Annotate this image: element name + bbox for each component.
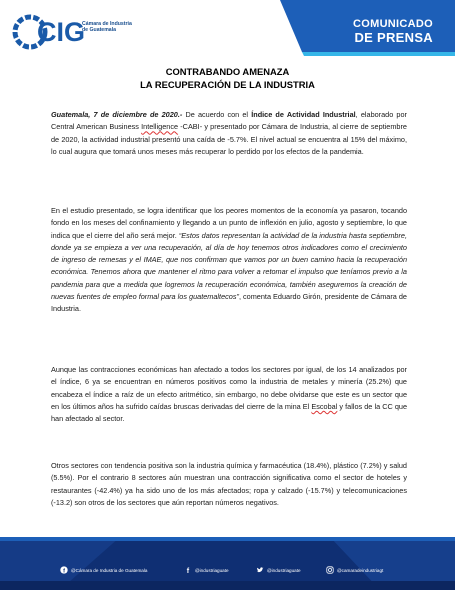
headline-line-2: LA RECUPERACIÓN DE LA INDUSTRIA — [140, 79, 315, 90]
social-label: @industriaguate — [267, 567, 301, 573]
index-name: Índice de Actividad Industrial — [251, 110, 356, 119]
headline-line-1: CONTRABANDO AMENAZA — [165, 66, 290, 77]
p1-text-a: De acuerdo con el — [182, 110, 252, 119]
social-link-facebook-page[interactable] — [60, 565, 147, 575]
footer — [0, 537, 455, 590]
svg-text:f: f — [186, 566, 190, 574]
social-label: @camaradeindustriagt — [337, 567, 384, 573]
word-intelligence: Intelligence — [141, 122, 179, 132]
paragraph-3 — [51, 364, 407, 425]
word-escobal: Escobal — [311, 401, 338, 411]
banner-line-2: DE PRENSA — [354, 30, 433, 45]
press-release-banner — [240, 0, 455, 62]
paragraph-4: Otros sectores con tendencia positiva son la industria química y farmacéutica (18.4%), plástico (7.2%) y salud (5.5%). Por el contrario 8 sectores aún muestran una contracción significativa como el sector de hoteles y restaurantes (-42.4%) ya ha sido uno de los más afectados; ropa y calzado (-15.7%) y telecomunicaciones (-13.2) son otros de los sectores que aún reportan números negativos. — [51, 461, 407, 507]
header — [0, 0, 455, 62]
p2-text-b: , comenta Eduardo Girón, presidente de Cámara de Industria. — [51, 292, 407, 314]
twitter-icon — [256, 566, 264, 574]
social-label: @Cámara de Industria de Guatemala — [71, 567, 148, 573]
instagram-icon — [326, 566, 334, 574]
logo-org-name: Cámara de Industria de Guatemala — [82, 21, 132, 34]
dateline: Guatemala, 7 de diciembre de 2020.- — [51, 110, 183, 119]
cig-logo — [10, 12, 140, 52]
social-link-twitter[interactable] — [256, 565, 301, 575]
p2-quote: “Estos datos representan la actividad de la industria hasta septiembre, donde ya se empieza a ver una recuperación, al día de hoy tenemos otros indicadores como el crecimiento de ingreso de remesas y el IMAE, que nos confirman que vamos por un buen camino hacia la recuperación económica. Tenemos ahora que mantener el ritmo para volver a retomar el impulso que teníamos previo a la pandemia para que a medida que logremos la recuperación económica, también aseguremos la creación de nuevas fuentes de empleo formal para los guatemaltecos” — [51, 230, 407, 302]
logo-text: CIG — [37, 17, 86, 47]
p3-text-b: y fallos de la CC que han afectado al sector. — [51, 401, 407, 424]
svg-text:f: f — [63, 568, 65, 574]
footer-decoration — [0, 537, 455, 590]
social-link-facebook[interactable] — [184, 565, 229, 575]
facebook-icon — [60, 566, 68, 574]
p2-text-a: En el estudio presentado, se logra identificar que los peores momentos de la economía ya pasaron, tocando fondo en los meses del confinamiento y llegando a un punto de inflexión en julio, agosto y septiembre, lo que indica que el cierre del año será mejor. — [51, 206, 407, 240]
banner-line-1: COMUNICADO — [353, 18, 433, 30]
facebook-f-icon — [184, 566, 192, 574]
p1-text-b: , elaborado por Central American Business — [51, 110, 407, 132]
paragraph-1 — [51, 109, 407, 158]
social-link-instagram[interactable] — [326, 565, 383, 575]
paragraph-2 — [51, 205, 407, 316]
p1-text-c: -CABI- y presentado por Cámara de Industria, al cierre de septiembre de 2020, la actividad industrial presentó una caída de -5.7%. El nivel actual se encuentra al 15% del máximo, lo cual augura que tomará unos meses más recuperar lo perdido por los efectos de la pandemia. — [51, 122, 407, 156]
p3-text-a: Aunque las contracciones económicas han afectado a todos los sectores por igual, de los 14 analizados por el índice, 6 ya se encuentran en números positivos como la industria de metales y minería (25.2%) que encabeza el índice a raíz de un efecto aritmético, sin embargo, no debe olvidarse que este es un sector que en los últimos años ha sufrido caídas bruscas derivadas del cierre de la mina El — [51, 365, 407, 411]
social-label: @industriaguate — [195, 567, 229, 573]
